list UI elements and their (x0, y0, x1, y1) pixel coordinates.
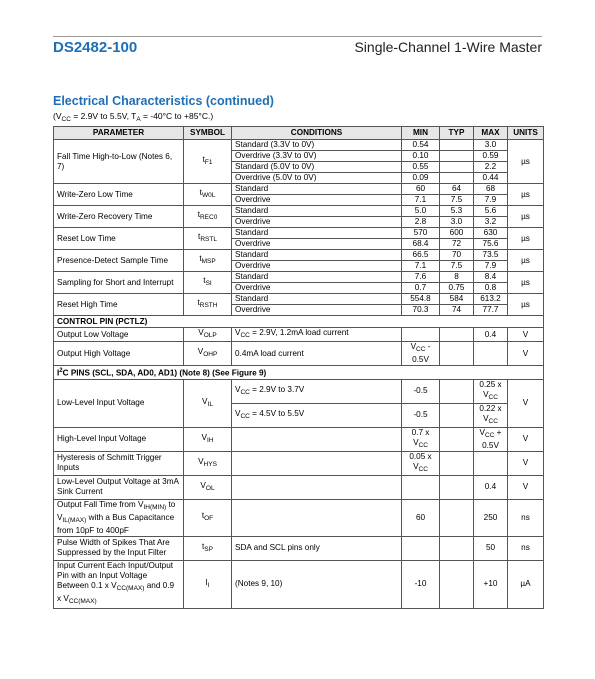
min-cell: 0.7 (402, 283, 440, 294)
typ-cell: 584 (440, 294, 474, 305)
table-header-row (54, 127, 544, 140)
table-row: $V_{CC} = 4.5V$ to 5.5V -0.5 0.22 x $V_{CC}$ (54, 403, 544, 427)
min-cell: 0.10 (402, 151, 440, 162)
symbol-cell: $t_{F1}$ (184, 140, 232, 184)
min-cell: 60 (402, 184, 440, 195)
max-cell: 73.5 (474, 250, 508, 261)
onewire-timing-rows (54, 140, 544, 316)
max-cell: 3.0 (474, 140, 508, 151)
part-number: DS2482-100 (53, 39, 138, 56)
table-row (54, 228, 544, 239)
electrical-characteristics-table (53, 126, 544, 609)
i2c-pin-rows (54, 366, 544, 609)
condition-cell: Overdrive (232, 261, 402, 272)
max-cell: 7.9 (474, 261, 508, 272)
max-cell: 0.8 (474, 283, 508, 294)
condition-cell: Overdrive (5.0V to 0V) (232, 173, 402, 184)
min-cell: 0.54 (402, 140, 440, 151)
min-cell: 570 (402, 228, 440, 239)
typ-cell: 7.5 (440, 195, 474, 206)
typ-cell: 74 (440, 305, 474, 316)
parameter-cell: Write-Zero Recovery Time (54, 206, 184, 228)
min-cell: 68.4 (402, 239, 440, 250)
typ-cell: 8 (440, 272, 474, 283)
table-row: Input Current Each Input/Output Pin with an Input Voltage Between 0.1 x $V_{CC(MAX)}$ and 0.9 x $V_{CC(MAX)}$ $I_I$ (Notes 9, 10) -10 +10 µA (54, 560, 544, 608)
condition-cell: Standard (5.0V to 0V) (232, 162, 402, 173)
table-row (54, 272, 544, 283)
min-cell: 7.1 (402, 195, 440, 206)
max-cell: 5.6 (474, 206, 508, 217)
max-cell: 0.44 (474, 173, 508, 184)
test-conditions-note: ($V_{CC} = 2.9V$ to 5.5V, $T_A = -40^\circ C$ to +85°C.) (53, 111, 214, 123)
section-row: CONTROL PIN (PCTLZ) (54, 316, 544, 328)
condition-cell: Standard (232, 272, 402, 283)
condition-cell: Overdrive (232, 283, 402, 294)
col-header: TYP (440, 127, 474, 140)
condition-cell: Overdrive (232, 305, 402, 316)
condition-cell: Standard (3.3V to 0V) (232, 140, 402, 151)
typ-cell: 5.3 (440, 206, 474, 217)
col-header: MIN (402, 127, 440, 140)
typ-cell: 72 (440, 239, 474, 250)
typ-cell (440, 173, 474, 184)
control-pin-rows (54, 316, 544, 366)
max-cell: 630 (474, 228, 508, 239)
condition-cell: Standard (232, 228, 402, 239)
typ-cell: 70 (440, 250, 474, 261)
parameter-cell: Reset High Time (54, 294, 184, 316)
condition-cell: Standard (232, 184, 402, 195)
max-cell: 0.59 (474, 151, 508, 162)
max-cell: 68 (474, 184, 508, 195)
min-cell: 2.8 (402, 217, 440, 228)
units-cell: µs (508, 250, 544, 272)
units-cell: µs (508, 184, 544, 206)
typ-cell: 3.0 (440, 217, 474, 228)
min-cell: 0.09 (402, 173, 440, 184)
condition-cell: Standard (232, 294, 402, 305)
col-header: CONDITIONS (232, 127, 402, 140)
symbol-cell: $t_{RSTH}$ (184, 294, 232, 316)
min-cell: 70.3 (402, 305, 440, 316)
parameter-cell: Reset Low Time (54, 228, 184, 250)
symbol-cell: $t_{RSTL}$ (184, 228, 232, 250)
symbol-cell: $t_{MSP}$ (184, 250, 232, 272)
symbol-cell: $t_{REC0}$ (184, 206, 232, 228)
col-header: MAX (474, 127, 508, 140)
typ-cell: 64 (440, 184, 474, 195)
table-row (54, 294, 544, 305)
condition-cell: Standard (232, 206, 402, 217)
section-row: $I^2C$ PINS (SCL, SDA, AD0, AD1) (Note 8) (See Figure 9) (54, 366, 544, 380)
min-cell: 5.0 (402, 206, 440, 217)
typ-cell (440, 162, 474, 173)
parameter-cell: Fall Time High-to-Low (Notes 6, 7) (54, 140, 184, 184)
max-cell: 77.7 (474, 305, 508, 316)
max-cell: 2.2 (474, 162, 508, 173)
typ-cell: 7.5 (440, 261, 474, 272)
parameter-cell: Write-Zero Low Time (54, 184, 184, 206)
units-cell: µs (508, 294, 544, 316)
table-row (54, 140, 544, 151)
table-row: Output Low Voltage $V_{OLP}$ $V_{CC} = 2.9V$, 1.2mA load current 0.4 V (54, 328, 544, 342)
document-title: Single-Channel 1-Wire Master (354, 39, 542, 55)
max-cell: 8.4 (474, 272, 508, 283)
table-row: Pulse Width of Spikes That Are Suppressed by the Input Filter $t_{SP}$ SDA and SCL pins only 50 ns (54, 536, 544, 560)
table-row: Output Fall Time from $V_{IH(MIN)}$ to $V_{IL(MAX)}$ with a Bus Capacitance from 10pF to 400pF $t_{OF}$ 60 250 ns (54, 499, 544, 536)
typ-cell: 600 (440, 228, 474, 239)
max-cell: 7.9 (474, 195, 508, 206)
table-row (54, 250, 544, 261)
col-header: UNITS (508, 127, 544, 140)
table-row: High-Level Input Voltage $V_{IH}$ 0.7 x $V_{CC}$ $V_{CC}$ + 0.5V V (54, 427, 544, 451)
symbol-cell: $t_{SI}$ (184, 272, 232, 294)
table-row: Low-Level Output Voltage at 3mA Sink Current $V_{OL}$ 0.4 V (54, 475, 544, 499)
min-cell: 0.55 (402, 162, 440, 173)
condition-cell: Overdrive (232, 239, 402, 250)
section-title: Electrical Characteristics (continued) (53, 94, 274, 108)
page-header (53, 36, 542, 57)
condition-cell: Overdrive (3.3V to 0V) (232, 151, 402, 162)
units-cell: µs (508, 206, 544, 228)
typ-cell (440, 140, 474, 151)
col-header: PARAMETER (54, 127, 184, 140)
min-cell: 554.8 (402, 294, 440, 305)
max-cell: 3.2 (474, 217, 508, 228)
typ-cell (440, 151, 474, 162)
table-row (54, 184, 544, 195)
col-header: SYMBOL (184, 127, 232, 140)
table-row (54, 206, 544, 217)
table-row: Low-Level Input Voltage $V_{IL}$ $V_{CC} = 2.9V$ to 3.7V -0.5 0.25 x $V_{CC}$ V (54, 379, 544, 403)
table-row: Hysteresis of Schmitt Trigger Inputs $V_{HYS}$ 0.05 x $V_{CC}$ V (54, 451, 544, 475)
units-cell: µs (508, 228, 544, 250)
min-cell: 7.6 (402, 272, 440, 283)
parameter-cell: Presence-Detect Sample Time (54, 250, 184, 272)
symbol-cell: $t_{W0L}$ (184, 184, 232, 206)
parameter-cell: Sampling for Short and Interrupt (54, 272, 184, 294)
condition-cell: Overdrive (232, 195, 402, 206)
units-cell: µs (508, 272, 544, 294)
max-cell: 75.6 (474, 239, 508, 250)
units-cell: µs (508, 140, 544, 184)
table-row: Output High Voltage $V_{OHP}$ 0.4mA load current $V_{CC}$ - 0.5V V (54, 342, 544, 366)
min-cell: 7.1 (402, 261, 440, 272)
condition-cell: Standard (232, 250, 402, 261)
typ-cell: 0.75 (440, 283, 474, 294)
condition-cell: Overdrive (232, 217, 402, 228)
max-cell: 613.2 (474, 294, 508, 305)
min-cell: 66.5 (402, 250, 440, 261)
